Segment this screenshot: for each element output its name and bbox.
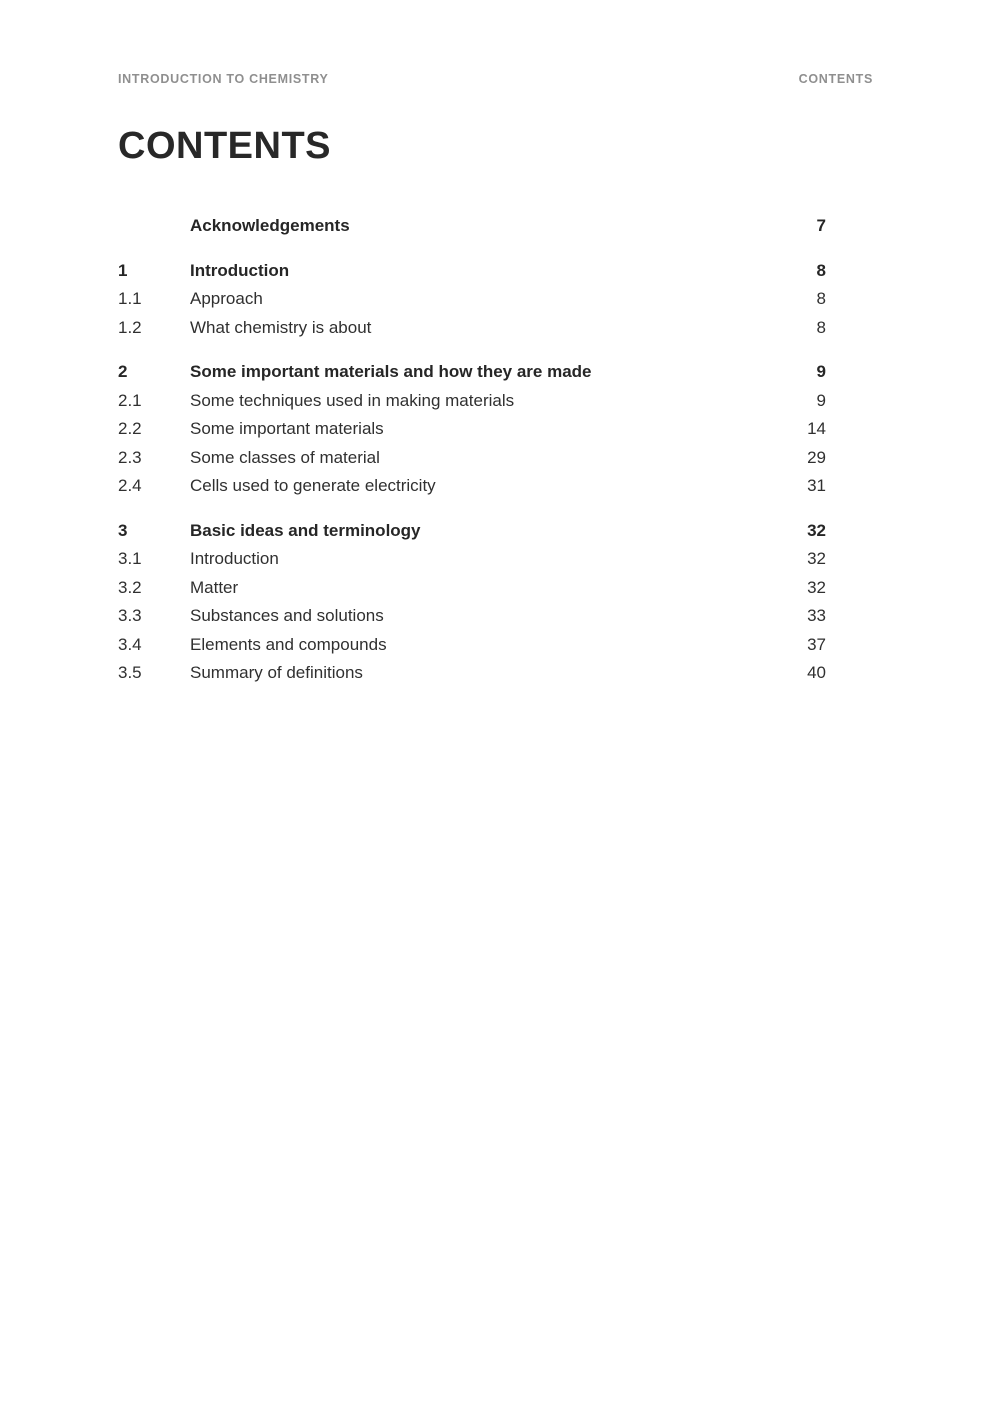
toc-group	[118, 257, 826, 343]
toc	[118, 212, 826, 688]
toc-row-page: 32	[807, 577, 826, 597]
toc-row-number: 3.4	[118, 634, 142, 654]
toc-row-label: Summary of definitions	[190, 663, 363, 682]
toc-row	[118, 517, 826, 546]
toc-row-page: 9	[816, 362, 826, 381]
toc-row-number: 2.4	[118, 476, 142, 495]
toc-row-label: Approach	[190, 289, 263, 308]
toc-row	[118, 602, 826, 631]
toc-row-number: 2.1	[118, 390, 142, 410]
toc-group	[118, 358, 826, 501]
toc-row	[118, 314, 826, 343]
toc-row-label: Elements and compounds	[190, 634, 387, 654]
toc-row	[118, 472, 826, 501]
toc-row-number: 3.2	[118, 577, 142, 597]
toc-row-number: 3.3	[118, 606, 142, 625]
page-title: CONTENTS	[118, 125, 331, 167]
toc-row-page: 8	[816, 260, 826, 280]
toc-row-label: Introduction	[190, 549, 279, 568]
toc-row-number: 3	[118, 520, 128, 540]
toc-row-page: 8	[816, 317, 826, 337]
toc-row	[118, 631, 826, 660]
toc-row-number: 2.2	[118, 419, 142, 438]
toc-group	[118, 212, 826, 241]
toc-row-label: Introduction	[190, 260, 290, 280]
toc-row-page: 14	[807, 419, 826, 438]
toc-row-number: 3.1	[118, 549, 142, 568]
toc-row-label: Basic ideas and terminology	[190, 520, 421, 540]
toc-row	[118, 257, 826, 286]
toc-row	[118, 545, 826, 574]
toc-row	[118, 358, 826, 387]
toc-row-number: 2.3	[118, 447, 142, 467]
toc-row-page: 32	[807, 520, 826, 540]
toc-row-number: 2	[118, 362, 128, 381]
toc-row-label: Some important materials	[190, 419, 384, 438]
toc-row-label: Matter	[190, 577, 239, 597]
toc-row	[118, 444, 826, 473]
toc-row-label: Cells used to generate electricity	[190, 476, 436, 495]
toc-row-number: 1	[118, 260, 128, 280]
toc-row	[118, 285, 826, 314]
toc-row-page: 29	[807, 447, 826, 467]
running-header-left: INTRODUCTION TO CHEMISTRY	[118, 72, 329, 86]
toc-row-label: Substances and solutions	[190, 606, 384, 625]
toc-row	[118, 212, 826, 241]
toc-row-label: Some techniques used in making materials	[190, 390, 515, 410]
toc-row	[118, 659, 826, 688]
toc-row-page: 37	[807, 634, 826, 654]
toc-row-label: Acknowledgements	[190, 216, 350, 235]
toc-row-page: 40	[807, 663, 826, 682]
running-header	[118, 72, 873, 86]
toc-row-number: 3.5	[118, 663, 142, 682]
toc-row-page: 7	[816, 216, 826, 235]
toc-row	[118, 387, 826, 416]
toc-row	[118, 415, 826, 444]
toc-row-number: 1.1	[118, 289, 142, 308]
toc-group	[118, 517, 826, 688]
toc-row-page: 8	[816, 289, 826, 308]
toc-row-page: 31	[807, 476, 826, 495]
toc-row	[118, 574, 826, 603]
running-header-right: CONTENTS	[798, 72, 873, 86]
toc-row-page: 33	[807, 606, 826, 625]
toc-row-label: Some classes of material	[190, 447, 380, 467]
toc-row-label: Some important materials and how they are made	[190, 362, 592, 381]
toc-row-number: 1.2	[118, 317, 142, 337]
toc-row-label: What chemistry is about	[190, 317, 372, 337]
page-content	[118, 0, 993, 688]
toc-row-page: 32	[807, 549, 826, 568]
toc-row-page: 9	[816, 390, 826, 410]
